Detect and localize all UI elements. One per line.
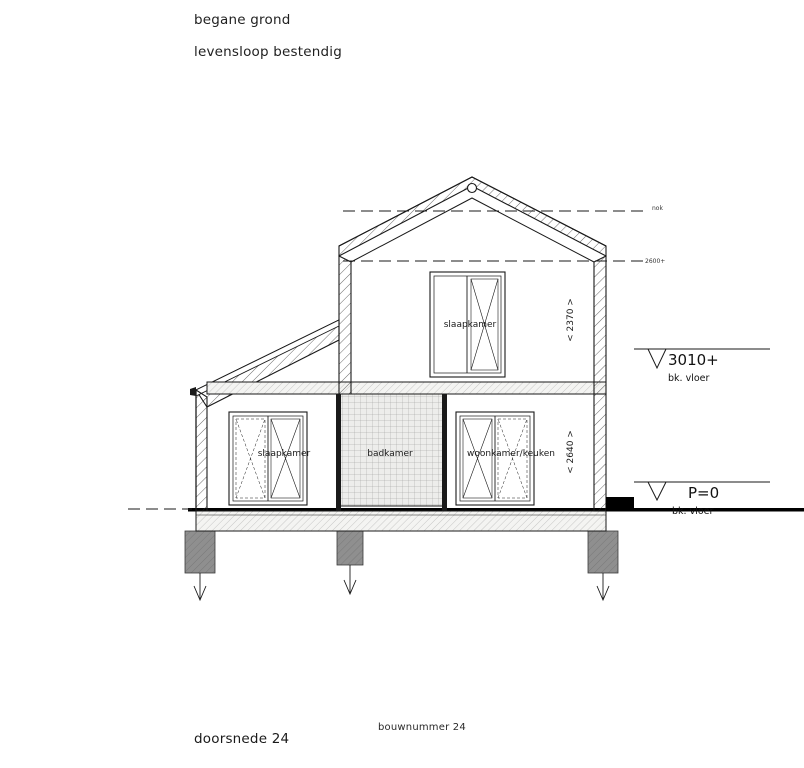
nok-note-label: nok — [652, 205, 663, 212]
room-label-badkamer: badkamer — [367, 449, 413, 459]
first-floor-slab — [207, 382, 606, 394]
room-label-slaapkamer-begane-grond: slaapkamer — [257, 449, 311, 459]
dimension-upper-height: < 2370 > — [566, 298, 576, 342]
level-3010-note: bk. vloer — [668, 373, 710, 384]
right-ground-wall — [594, 394, 634, 511]
level-p0-note: bk. vloer — [672, 506, 714, 517]
room-label-woonkamer-keuken: woonkamer/keuken — [467, 449, 555, 459]
footer-title: doorsnede 24 — [194, 731, 290, 747]
header-line-2: levensloop bestendig — [194, 44, 343, 60]
level-p0-value: P=0 — [688, 484, 720, 502]
level-2600-note-label: 2600+ — [645, 258, 666, 265]
level-marker-p0 — [634, 482, 770, 517]
header-line-1: begane grond — [194, 12, 291, 28]
level-3010-value: 3010+ — [668, 351, 719, 369]
foundations — [185, 531, 618, 600]
ridge-notes — [645, 205, 665, 265]
level-marker-3010 — [634, 349, 770, 384]
ground-floor-slab — [196, 511, 606, 531]
footer-subtitle: bouwnummer 24 — [378, 722, 466, 733]
dimension-ground-height: < 2640 > — [566, 430, 576, 474]
room-label-slaapkamer-boven: slaapkamer — [443, 320, 497, 330]
